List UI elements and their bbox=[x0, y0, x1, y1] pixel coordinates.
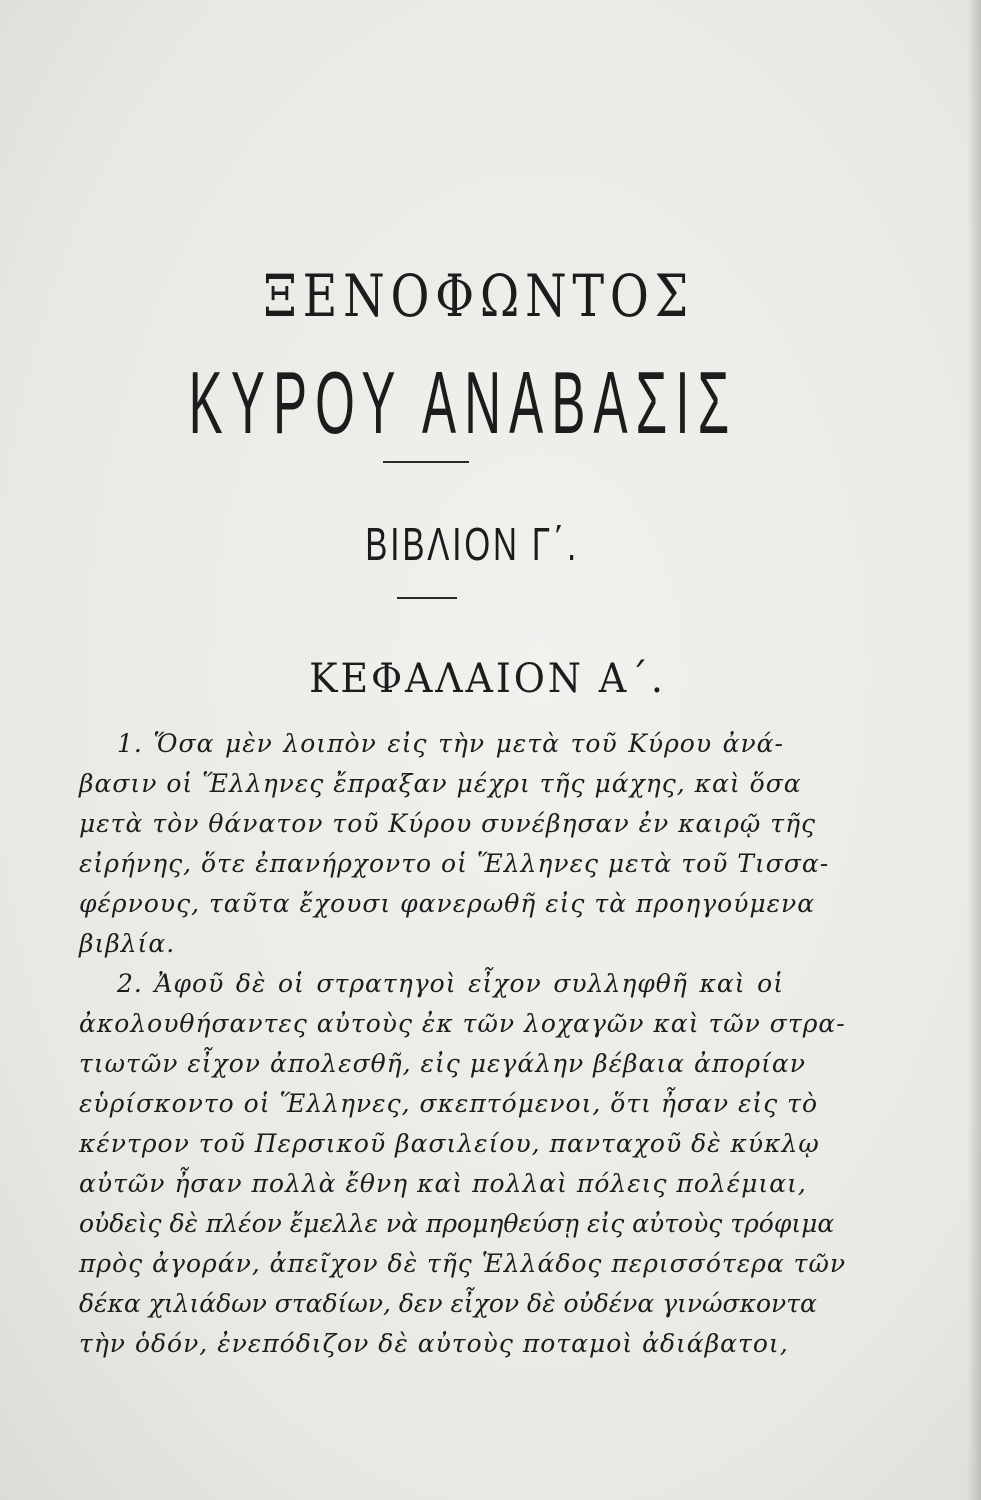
book-title: ΒΙΒΛΙΟΝ Γ΄. bbox=[365, 518, 580, 570]
text-line: 1. Ὅσα μὲν λοιπὸν εἰς τὴν μετὰ τοῦ Κύρου ἀνά- bbox=[117, 729, 784, 758]
text-line: τὴν ὁδόν, ἐνεπόδιζον δὲ αὐτοὺς ποταμοὶ ἀδιάβατοι, bbox=[79, 1329, 789, 1358]
text-line: μετὰ τὸν θάνατον τοῦ Κύρου συνέβησαν ἐν καιρῷ τῆς bbox=[79, 809, 817, 838]
text-line: οὐδεὶς δὲ πλέον ἔμελλε νὰ προμηθεύσῃ εἰς αὐτοὺς τρόφιμα bbox=[79, 1209, 835, 1238]
text-line: κέντρον τοῦ Περσικοῦ βασιλείου, πανταχοῦ δὲ κύκλῳ bbox=[79, 1129, 820, 1158]
work-title: ΚΥΡΟΥ ΑΝΑΒΑΣΙΣ bbox=[188, 353, 738, 452]
text-line: πρὸς ἀγοράν, ἀπεῖχον δὲ τῆς Ἑλλάδος περισσότερα τῶν bbox=[79, 1249, 847, 1278]
divider-rule bbox=[397, 597, 457, 599]
text-line: τιωτῶν εἶχον ἀπολεσθῆ, εἰς μεγάλην βέβαια ἀπορίαν bbox=[79, 1049, 806, 1078]
author-title: ΞΕΝΟΦΩΝΤΟΣ bbox=[263, 262, 694, 330]
divider-rule bbox=[383, 461, 469, 463]
text-line: δέκα χιλιάδων σταδίων, δεν εἶχον δὲ οὐδένα γινώσκοντα bbox=[79, 1289, 817, 1318]
text-line: βασιν οἱ Ἕλληνες ἔπραξαν μέχρι τῆς μάχης, καὶ ὅσα bbox=[79, 769, 802, 798]
text-line: ἀκολουθήσαντες αὐτοὺς ἐκ τῶν λοχαγῶν καὶ τῶν στρα- bbox=[79, 1009, 846, 1038]
text-line: εἰρήνης, ὅτε ἐπανήρχοντο οἱ Ἕλληνες μετὰ τοῦ Τισσα- bbox=[79, 849, 830, 878]
text-line: εὑρίσκοντο οἱ Ἕλληνες, σκεπτόμενοι, ὅτι ἦσαν εἰς τὸ bbox=[79, 1089, 819, 1118]
text-line: αὐτῶν ἦσαν πολλὰ ἔθνη καὶ πολλαὶ πόλεις πολέμιαι, bbox=[79, 1169, 807, 1198]
chapter-title: ΚΕΦΑΛΑΙΟΝ Α΄. bbox=[309, 656, 666, 702]
text-line: 2. Ἀφοῦ δὲ οἱ στρατηγοὶ εἶχον συλληφθῆ καὶ οἱ bbox=[117, 969, 784, 998]
text-line: βιβλία. bbox=[79, 929, 176, 958]
page-edge-shadow bbox=[967, 0, 981, 1500]
text-line: φέρνους, ταῦτα ἔχουσι φανερωθῆ εἰς τὰ προηγούμενα bbox=[79, 889, 816, 918]
